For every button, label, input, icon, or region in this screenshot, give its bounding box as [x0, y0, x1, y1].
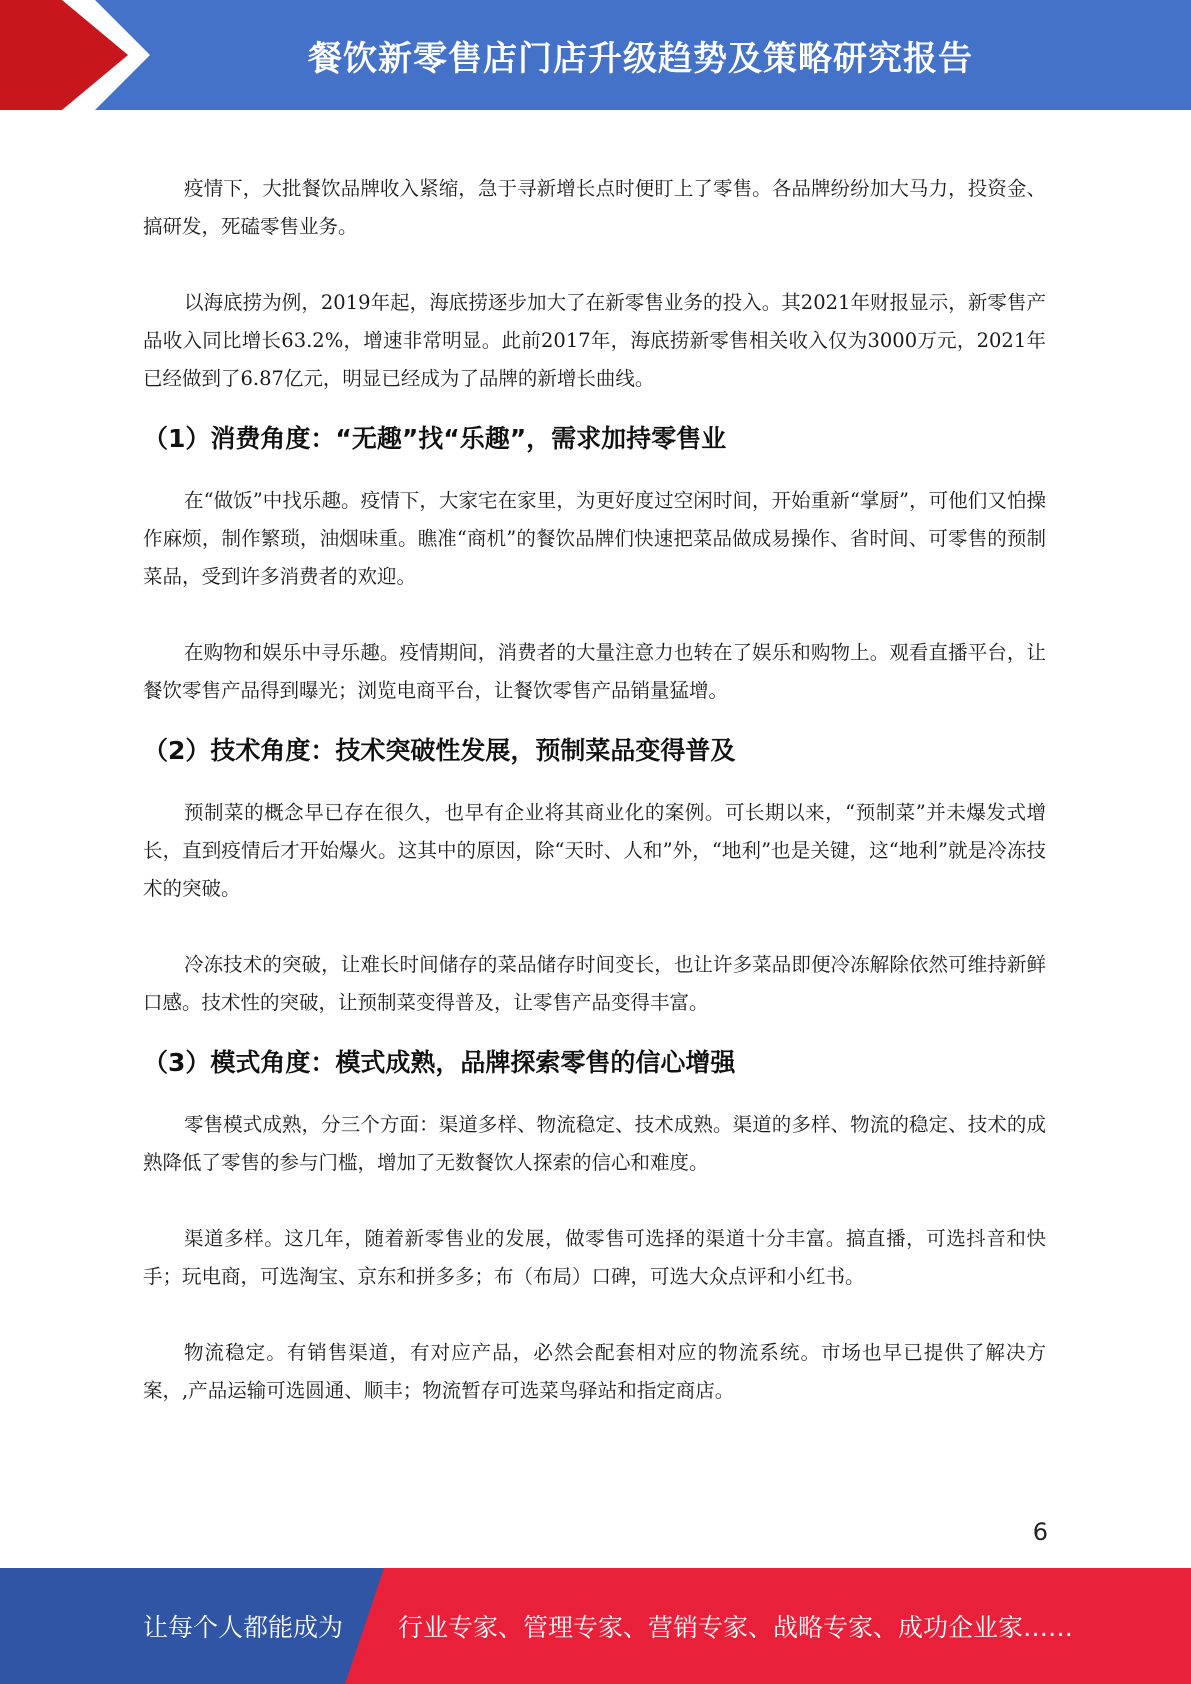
paragraph: 渠道多样。这几年，随着新零售业的发展，做零售可选择的渠道十分丰富。搞直播，可选抖音和快手；玩电商，可选淘宝、京东和拼多多；布（布局）口碑，可选大众点评和小红书。 — [143, 1227, 1046, 1288]
page-number: 6 — [1032, 1518, 1048, 1546]
page-content — [143, 170, 1046, 1410]
footer-slogan-left: 让每个人都能成为 — [143, 1613, 344, 1642]
page-footer — [0, 1568, 1191, 1684]
paragraph: 在“做饭”中找乐趣。疫情下，大家宅在家里，为更好度过空闲时间，开始重新“掌厨”，可他们又怕操作麻烦，制作繁琐，油烟味重。瞧准“商机”的餐饮品牌们快速把菜品做成易操作、省时间、可零售的预制菜品，受到许多消费者的欢迎。 — [143, 489, 1046, 588]
paragraph: 以海底捞为例，2019年起，海底捞逐步加大了在新零售业务的投入。其2021年财报显示，新零售产品收入同比增长63.2%，增速非常明显。此前2017年，海底捞新零售相关收入仅为3000万元，2021年已经做到了6.87亿元，明显已经成为了品牌的新增长曲线。 — [143, 291, 1046, 390]
paragraph: 零售模式成熟，分三个方面：渠道多样、物流稳定、技术成熟。渠道的多样、物流的稳定、技术的成熟降低了零售的参与门槛，增加了无数餐饮人探索的信心和难度。 — [143, 1113, 1046, 1174]
footer-slogan-right: 行业专家、管理专家、营销专家、战略专家、成功企业家…… — [398, 1613, 1074, 1642]
section-heading-model: （3）模式角度：模式成熟，品牌探索零售的信心增强 — [143, 1048, 736, 1077]
section-heading-technology: （2）技术角度：技术突破性发展，预制菜品变得普及 — [143, 736, 736, 765]
paragraph: 物流稳定。有销售渠道，有对应产品，必然会配套相对应的物流系统。市场也早已提供了解决方案，,产品运输可选圆通、顺丰；物流暂存可选菜鸟驿站和指定商店。 — [143, 1341, 1046, 1402]
paragraph: 冷冻技术的突破，让难长时间储存的菜品储存时间变长，也让许多菜品即便冷冻解除依然可维持新鲜口感。技术性的突破，让预制菜变得普及，让零售产品变得丰富。 — [143, 953, 1046, 1014]
paragraph: 疫情下，大批餐饮品牌收入紧缩，急于寻新增长点时便盯上了零售。各品牌纷纷加大马力，投资金、搞研发，死磕零售业务。 — [143, 177, 1046, 238]
section-heading-consumption: （1）消费角度：“无趣”找“乐趣”，需求加持零售业 — [143, 424, 727, 453]
paragraph: 预制菜的概念早已存在很久，也早有企业将其商业化的案例。可长期以来，“预制菜”并未爆发式增长，直到疫情后才开始爆火。这其中的原因，除“天时、人和”外，“地利”也是关键，这“地利”就是冷冻技术的突破。 — [143, 801, 1046, 900]
report-title: 餐饮新零售店门店升级趋势及策略研究报告 — [308, 38, 973, 79]
paragraph: 在购物和娱乐中寻乐趣。疫情期间，消费者的大量注意力也转在了娱乐和购物上。观看直播平台，让餐饮零售产品得到曝光；浏览电商平台，让餐饮零售产品销量猛增。 — [143, 641, 1046, 702]
page-header — [0, 0, 1191, 110]
header-arrow-decoration — [0, 0, 160, 110]
